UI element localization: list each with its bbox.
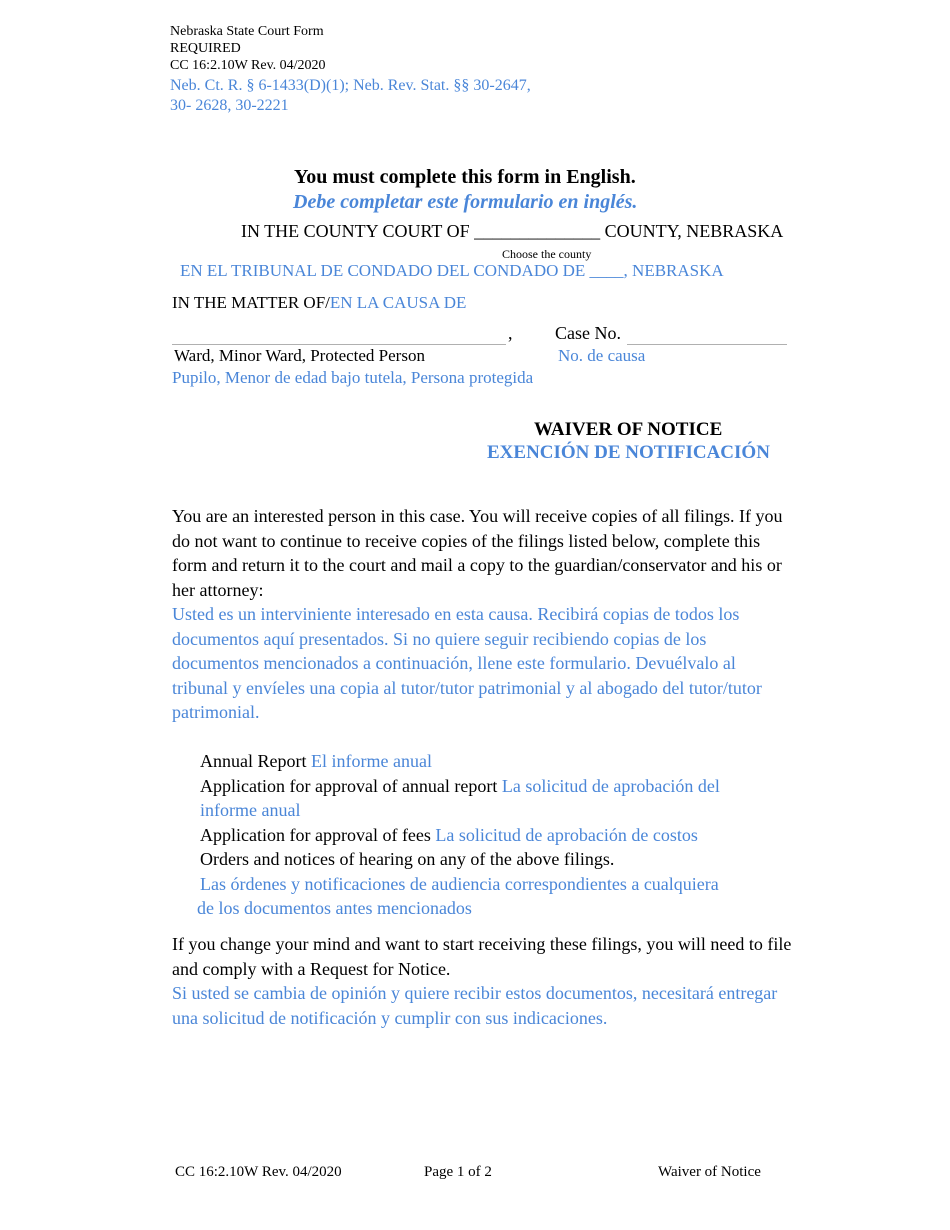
list-item: [200, 749, 760, 774]
ward-label-spanish: Pupilo, Menor de edad bajo tutela, Persona protegida: [172, 368, 534, 387]
footer-page-number: Page 1 of 2: [424, 1164, 492, 1180]
filings-list: [197, 749, 760, 921]
county-hint: Choose the county: [502, 247, 592, 261]
footer-form-title: Waiver of Notice: [658, 1164, 761, 1180]
form-id-label: CC 16:2.10W Rev. 04/2020: [170, 58, 326, 73]
filing-spanish: La solicitud de aprobación del informe anual: [200, 775, 720, 820]
change-mind-spanish: Si usted se cambia de opinión y quiere recibir estos documentos, necesitará entregar una solicitud de notificación y cumplir con sus indicaciones.: [172, 983, 778, 1028]
spanish-notice: Debe completar este formulario en inglés.: [293, 191, 638, 213]
matter-label: IN THE MATTER OF/: [172, 293, 330, 312]
court-suffix-spanish: , NEBRASKA: [623, 261, 724, 280]
ward-label: Ward, Minor Ward, Protected Person: [174, 346, 425, 365]
court-line-spanish: [180, 261, 724, 281]
court-suffix: COUNTY, NEBRASKA: [604, 221, 784, 241]
case-number-label-spanish: No. de causa: [558, 346, 646, 365]
form-required-label: REQUIRED: [170, 41, 241, 56]
filing-spanish: La solicitud de aprobación de costos: [435, 824, 698, 845]
form-title-spanish: EXENCIÓN DE NOTIFICACIÓN: [487, 442, 770, 463]
intro-block: [172, 504, 792, 725]
ward-name-field[interactable]: [172, 326, 506, 345]
footer-form-id: CC 16:2.10W Rev. 04/2020: [175, 1164, 342, 1180]
court-line: [241, 221, 783, 242]
legal-citation-line-1: Neb. Ct. R. § 6-1433(D)(1); Neb. Rev. Stat. §§ 30-2647,: [170, 77, 531, 94]
filing-english: Annual Report: [200, 751, 307, 771]
intro-spanish: Usted es un interviniente interesado en esta causa. Recibirá copias de todos los documentos aquí presentados. Si no quiere seguir recibiendo copias de los documentos mencionados a continuación, llene este formulario. Devuélvalo al tribunal y envíeles una copia al tutor/tutor patrimonial y al abogado del tutor/tutor patrimonial.: [172, 604, 762, 722]
filing-spanish: El informe anual: [310, 751, 432, 771]
orders-spanish-line-1: Las órdenes y notificaciones de audiencia correspondientes a cualquiera: [200, 873, 719, 894]
form-title: WAIVER OF NOTICE: [534, 419, 723, 440]
list-item: [200, 823, 760, 848]
county-field[interactable]: ______________: [474, 221, 601, 241]
matter-heading: [172, 293, 466, 313]
change-mind-block: [172, 932, 792, 1030]
matter-label-spanish: EN LA CAUSA DE: [329, 293, 467, 312]
court-prefix: IN THE COUNTY COURT OF: [241, 221, 470, 241]
court-prefix-spanish: EN EL TRIBUNAL DE CONDADO DEL CONDADO DE: [180, 261, 586, 280]
filing-english: Application for approval of fees: [200, 824, 431, 845]
intro-english: You are an interested person in this case. You will receive copies of all filings. If you do not want to continue to receive copies of the filings listed below, complete this form and return it to the court and mail a copy to the guardian/conservator and his or her attorney:: [172, 506, 783, 600]
case-number-label: Case No.: [555, 323, 621, 343]
filing-english: Application for approval of annual report: [200, 775, 498, 796]
form-source-label: Nebraska State Court Form: [170, 24, 324, 39]
change-mind-english: If you change your mind and want to start receiving these filings, you will need to file and comply with a Request for Notice.: [172, 934, 792, 979]
case-number-field[interactable]: [627, 326, 787, 345]
orders-spanish-line-2: de los documentos antes mencionados: [197, 898, 472, 918]
legal-citation-line-2: 30- 2628, 30-2221: [170, 97, 289, 114]
comma: ,: [508, 323, 513, 343]
english-notice: You must complete this form in English.: [294, 166, 636, 188]
county-field-spanish[interactable]: ____: [589, 261, 624, 280]
list-item: [200, 847, 760, 872]
orders-english: Orders and notices of hearing on any of the above filings.: [200, 849, 615, 869]
list-item: [200, 774, 745, 823]
